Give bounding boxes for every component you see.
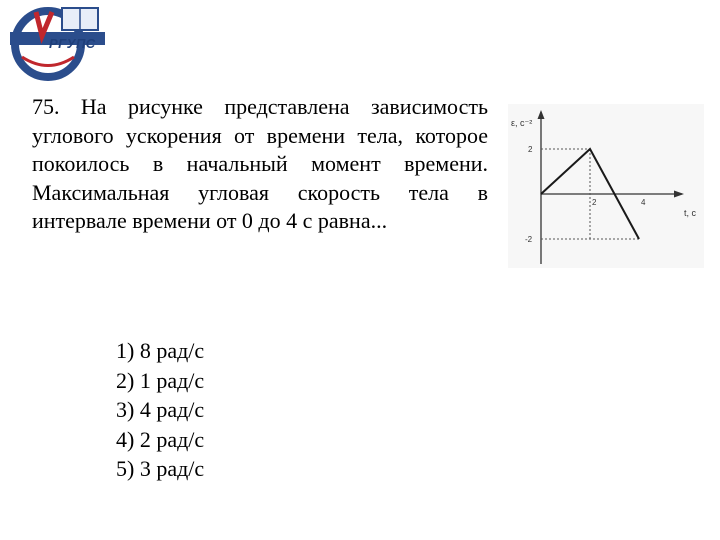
answer-option[interactable]: 4) 2 рад/с — [116, 426, 205, 452]
x-tick-label: 2 — [592, 198, 597, 207]
answer-options — [116, 336, 204, 484]
y-tick-label: -2 — [525, 235, 533, 244]
question-text — [32, 93, 488, 236]
x-axis-label: t, с — [684, 208, 697, 218]
graph-background — [508, 104, 704, 268]
answer-option[interactable]: 5) 3 рад/с — [116, 456, 205, 481]
acceleration-time-graph — [508, 104, 704, 268]
answer-option[interactable]: 3) 4 рад/с — [116, 397, 205, 422]
y-tick-label: 2 — [528, 145, 533, 154]
answer-option[interactable]: 2) 1 рад/с — [116, 367, 205, 393]
question-number: 75. — [32, 94, 60, 119]
answer-option[interactable]: 1) 8 рад/с — [116, 338, 205, 363]
logo-text: РГУПС — [49, 36, 96, 51]
x-tick-label: 4 — [641, 198, 646, 207]
question-body: На рисунке представлена зависимость углового ускорения от времени тела, которое покоилось в начальный момент времени. Максимальная угловая скорость тела в интервале времени от 0 до 4 с равна... — [32, 94, 488, 233]
y-axis-label: ε, с⁻² — [511, 118, 533, 128]
